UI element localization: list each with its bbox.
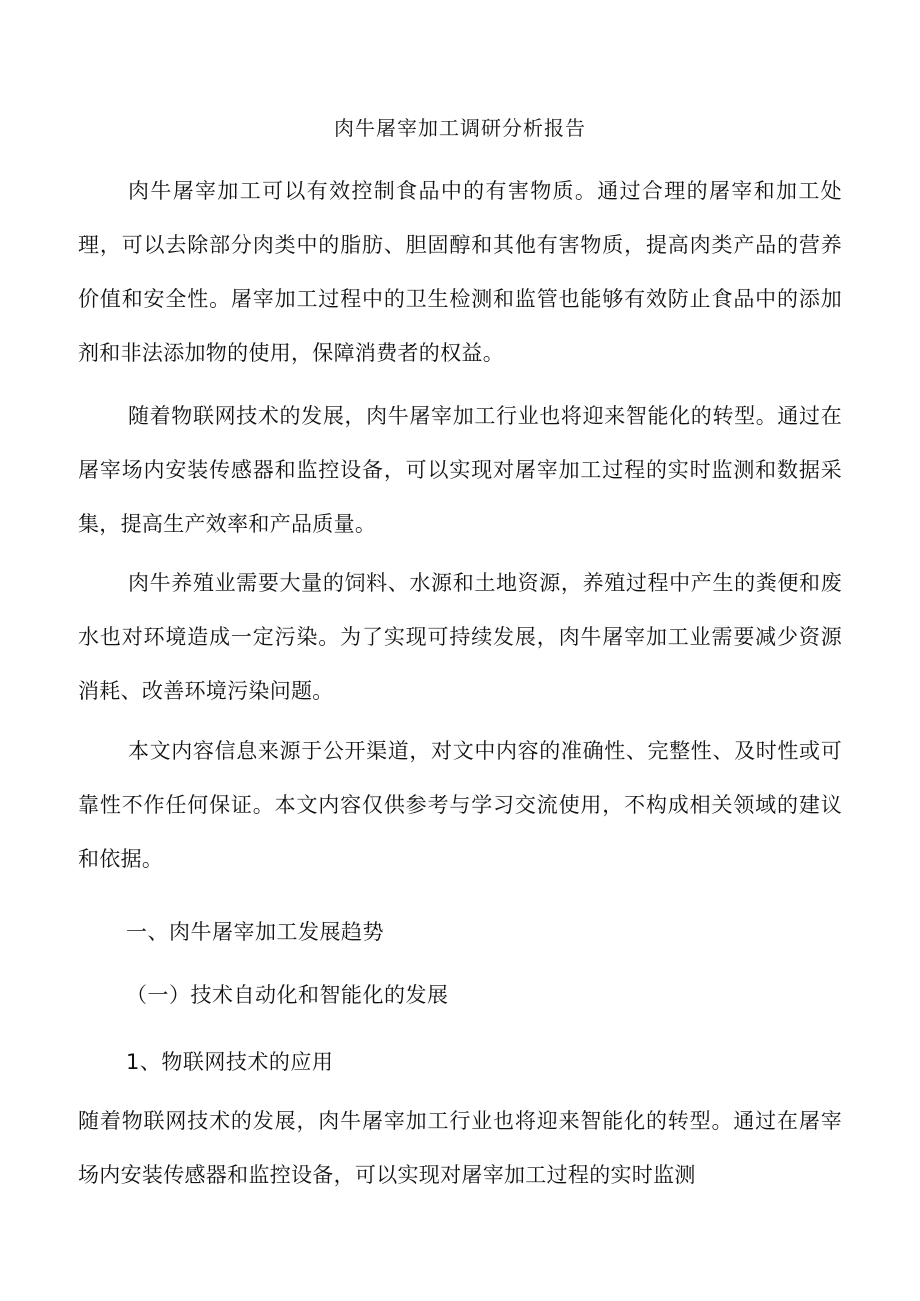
- body-paragraph: 随着物联网技术的发展，肉牛屠宰加工行业也将迎来智能化的转型。通过在屠宰场内安装传感器和监控设备，可以实现对屠宰加工过程的实时监测: [78, 1109, 842, 1187]
- document-title: 肉牛屠宰加工调研分析报告: [334, 116, 586, 140]
- disclaimer-paragraph: 本文内容信息来源于公开渠道，对文中内容的准确性、完整性、及时性或可靠性不作任何保证。本文内容仅供参考与学习交流使用，不构成相关领域的建议和依据。: [78, 739, 842, 871]
- intro-paragraph-2: 随着物联网技术的发展，肉牛屠宰加工行业也将迎来智能化的转型。通过在屠宰场内安装传感器和监控设备，可以实现对屠宰加工过程的实时监测和数据采集，提高生产效率和产品质量。: [78, 404, 842, 536]
- subsection-heading: （一）技术自动化和智能化的发展: [126, 983, 449, 1007]
- intro-paragraph-1: 肉牛屠宰加工可以有效控制食品中的有害物质。通过合理的屠宰和加工处理，可以去除部分肉类中的脂肪、胆固醇和其他有害物质，提高肉类产品的营养价值和安全性。屠宰加工过程中的卫生检测和监管也能够有效防止食品中的添加剂和非法添加物的使用，保障消费者的权益。: [78, 179, 842, 365]
- intro-paragraph-3: 肉牛养殖业需要大量的饲料、水源和土地资源，养殖过程中产生的粪便和废水也对环境造成一定污染。为了实现可持续发展，肉牛屠宰加工业需要减少资源消耗、改善环境污染问题。: [78, 571, 842, 703]
- item-heading: 1、物联网技术的应用: [126, 1050, 334, 1074]
- section-heading: 一、肉牛屠宰加工发展趋势: [126, 920, 384, 944]
